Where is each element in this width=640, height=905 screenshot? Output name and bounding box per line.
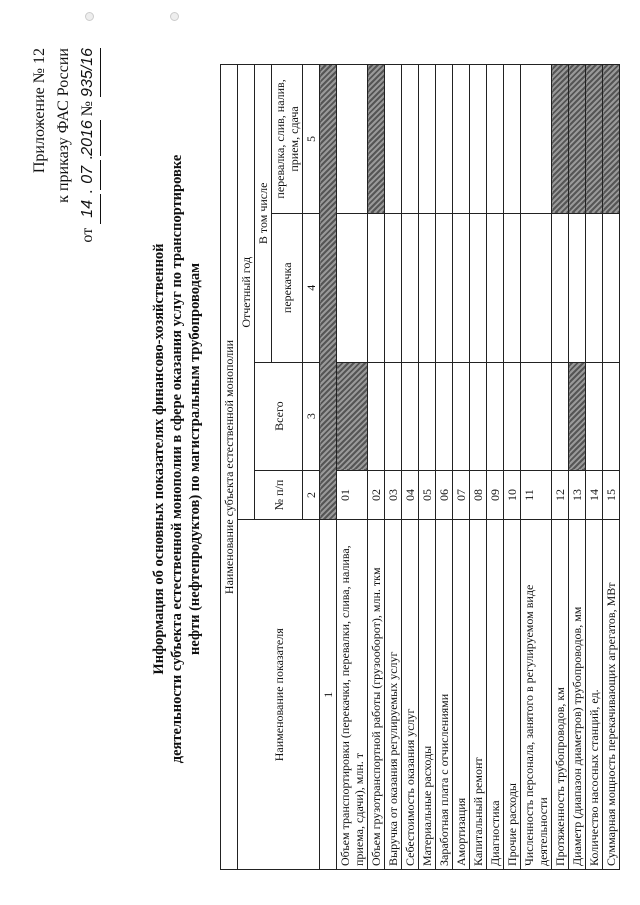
cell-pumping [419, 213, 436, 362]
cell-pumping [402, 213, 419, 362]
cell-pumping [504, 213, 521, 362]
appendix-order: к приказу ФАС России [55, 48, 72, 203]
cell-total [470, 362, 487, 470]
row-number: 13 [569, 470, 586, 520]
cell-pumping [453, 213, 470, 362]
cell-shaded [552, 65, 569, 214]
rotated-content [20, 38, 620, 880]
number-prefix: № [79, 100, 96, 117]
row-number: 14 [586, 470, 603, 520]
date-day: 14 [76, 194, 101, 224]
cell-pumping [436, 213, 453, 362]
cell-other [436, 65, 453, 214]
date-prefix: от [79, 227, 96, 243]
appendix-number: Приложение № 12 [31, 48, 48, 174]
date-month: 07 [76, 160, 101, 190]
col-no-header: № п/п [255, 470, 303, 520]
row-label: Количество насосных станций, ед. [586, 520, 603, 870]
appendix-block [28, 48, 101, 243]
row-number: 04 [402, 470, 419, 520]
row-number: 07 [453, 470, 470, 520]
table-row [453, 65, 470, 870]
date-year: 2016 [76, 120, 101, 156]
table-row [504, 65, 521, 870]
cell-other [504, 65, 521, 214]
cell-pumping [337, 213, 368, 362]
row-label: Выручка от оказания регулируемых услуг [385, 520, 402, 870]
cell-total [368, 362, 385, 470]
col-name-header: Наименование показателя [238, 520, 320, 870]
table-row [521, 65, 552, 870]
cell-other [337, 65, 368, 214]
col-number-1: 1 [320, 520, 337, 870]
row-label: Диаметр (диапазон диаметров) трубопроводов, мм [569, 520, 586, 870]
header-filler [320, 65, 337, 520]
cell-total [402, 362, 419, 470]
table-row [337, 65, 368, 870]
cell-pumping [569, 213, 586, 362]
cell-total [436, 362, 453, 470]
row-label: Материальные расходы [419, 520, 436, 870]
cell-total [419, 362, 436, 470]
cell-pumping [385, 213, 402, 362]
col-total-header: Всего [255, 362, 303, 470]
row-label: Прочие расходы [504, 520, 521, 870]
title-line-1: Информация об основных показателях финансово-хозяйственной [151, 243, 167, 675]
row-label: Численность персонала, занятого в регулируемом виде деятельности [521, 520, 552, 870]
row-number: 08 [470, 470, 487, 520]
cell-pumping [552, 213, 569, 362]
period-header: Отчетный год [238, 65, 255, 520]
row-label: Капитальный ремонт [470, 520, 487, 870]
col-pumping-header: перекачка [272, 213, 303, 362]
row-label: Суммарная мощность перекачивающих агрегатов, МВт [603, 520, 620, 870]
table-row [603, 65, 620, 870]
cell-total [385, 362, 402, 470]
binder-hole [170, 12, 179, 21]
indicators-table [220, 64, 620, 870]
cell-total [586, 362, 603, 470]
row-number: 01 [337, 470, 368, 520]
col-number-3: 3 [303, 362, 320, 470]
cell-total [453, 362, 470, 470]
cell-pumping [586, 213, 603, 362]
cell-pumping [521, 213, 552, 362]
col-other-header: перевалка, слив, налив, прием, сдача [272, 65, 303, 214]
cell-other [402, 65, 419, 214]
row-label: Амортизация [453, 520, 470, 870]
cell-shaded [569, 362, 586, 470]
cell-other [419, 65, 436, 214]
cell-shaded [603, 65, 620, 214]
col-number-5: 5 [303, 65, 320, 214]
row-number: 11 [521, 470, 552, 520]
subject-header: Наименование субъекта естественной монополии [221, 65, 238, 870]
title-line-2: деятельности субъекта естественной монополии в сфере оказания услуг по транспортировке [169, 154, 185, 764]
row-label: Себестоимость оказания услуг [402, 520, 419, 870]
row-number: 02 [368, 470, 385, 520]
table-row [470, 65, 487, 870]
row-number: 06 [436, 470, 453, 520]
cell-pumping [487, 213, 504, 362]
cell-pumping [470, 213, 487, 362]
col-number-4: 4 [303, 213, 320, 362]
col-number-2: 2 [303, 470, 320, 520]
cell-other [470, 65, 487, 214]
table-row [487, 65, 504, 870]
cell-total [521, 362, 552, 470]
binder-hole [85, 12, 94, 21]
row-label: Объем грузотранспортной работы (грузооборот), млн. ткм [368, 520, 385, 870]
table-row [385, 65, 402, 870]
cell-other [521, 65, 552, 214]
cell-shaded [368, 65, 385, 214]
order-number: 935/16 [76, 48, 101, 97]
cell-total [504, 362, 521, 470]
row-label: Заработная плата с отчислениями [436, 520, 453, 870]
row-label: Объем транспортировки (перекачки, перевалки, слива, налива, приема, сдачи), млн. т [337, 520, 368, 870]
cell-shaded [569, 65, 586, 214]
row-number: 05 [419, 470, 436, 520]
row-number: 15 [603, 470, 620, 520]
cell-total [552, 362, 569, 470]
row-label: Протяженность трубопроводов, км [552, 520, 569, 870]
cell-shaded [586, 65, 603, 214]
table-row [368, 65, 385, 870]
row-label: Диагностика [487, 520, 504, 870]
cell-total [487, 362, 504, 470]
cell-other [385, 65, 402, 214]
row-number: 12 [552, 470, 569, 520]
table-row [402, 65, 419, 870]
cell-pumping [603, 213, 620, 362]
cell-pumping [368, 213, 385, 362]
cell-other [453, 65, 470, 214]
cell-other [487, 65, 504, 214]
row-number: 03 [385, 470, 402, 520]
title-line-3: нефти (нефтепродуктов) по магистральным трубопроводам [187, 263, 203, 656]
table-row [419, 65, 436, 870]
appendix-date: от 14.07.2016 № 935/16 [76, 48, 101, 243]
table-row [569, 65, 586, 870]
col-including-header: В том числе [255, 65, 272, 363]
table-row [552, 65, 569, 870]
row-number: 10 [504, 470, 521, 520]
table-row [586, 65, 603, 870]
cell-total [603, 362, 620, 470]
row-number: 09 [487, 470, 504, 520]
table-row [436, 65, 453, 870]
document-title [150, 38, 204, 880]
cell-shaded [337, 362, 368, 470]
